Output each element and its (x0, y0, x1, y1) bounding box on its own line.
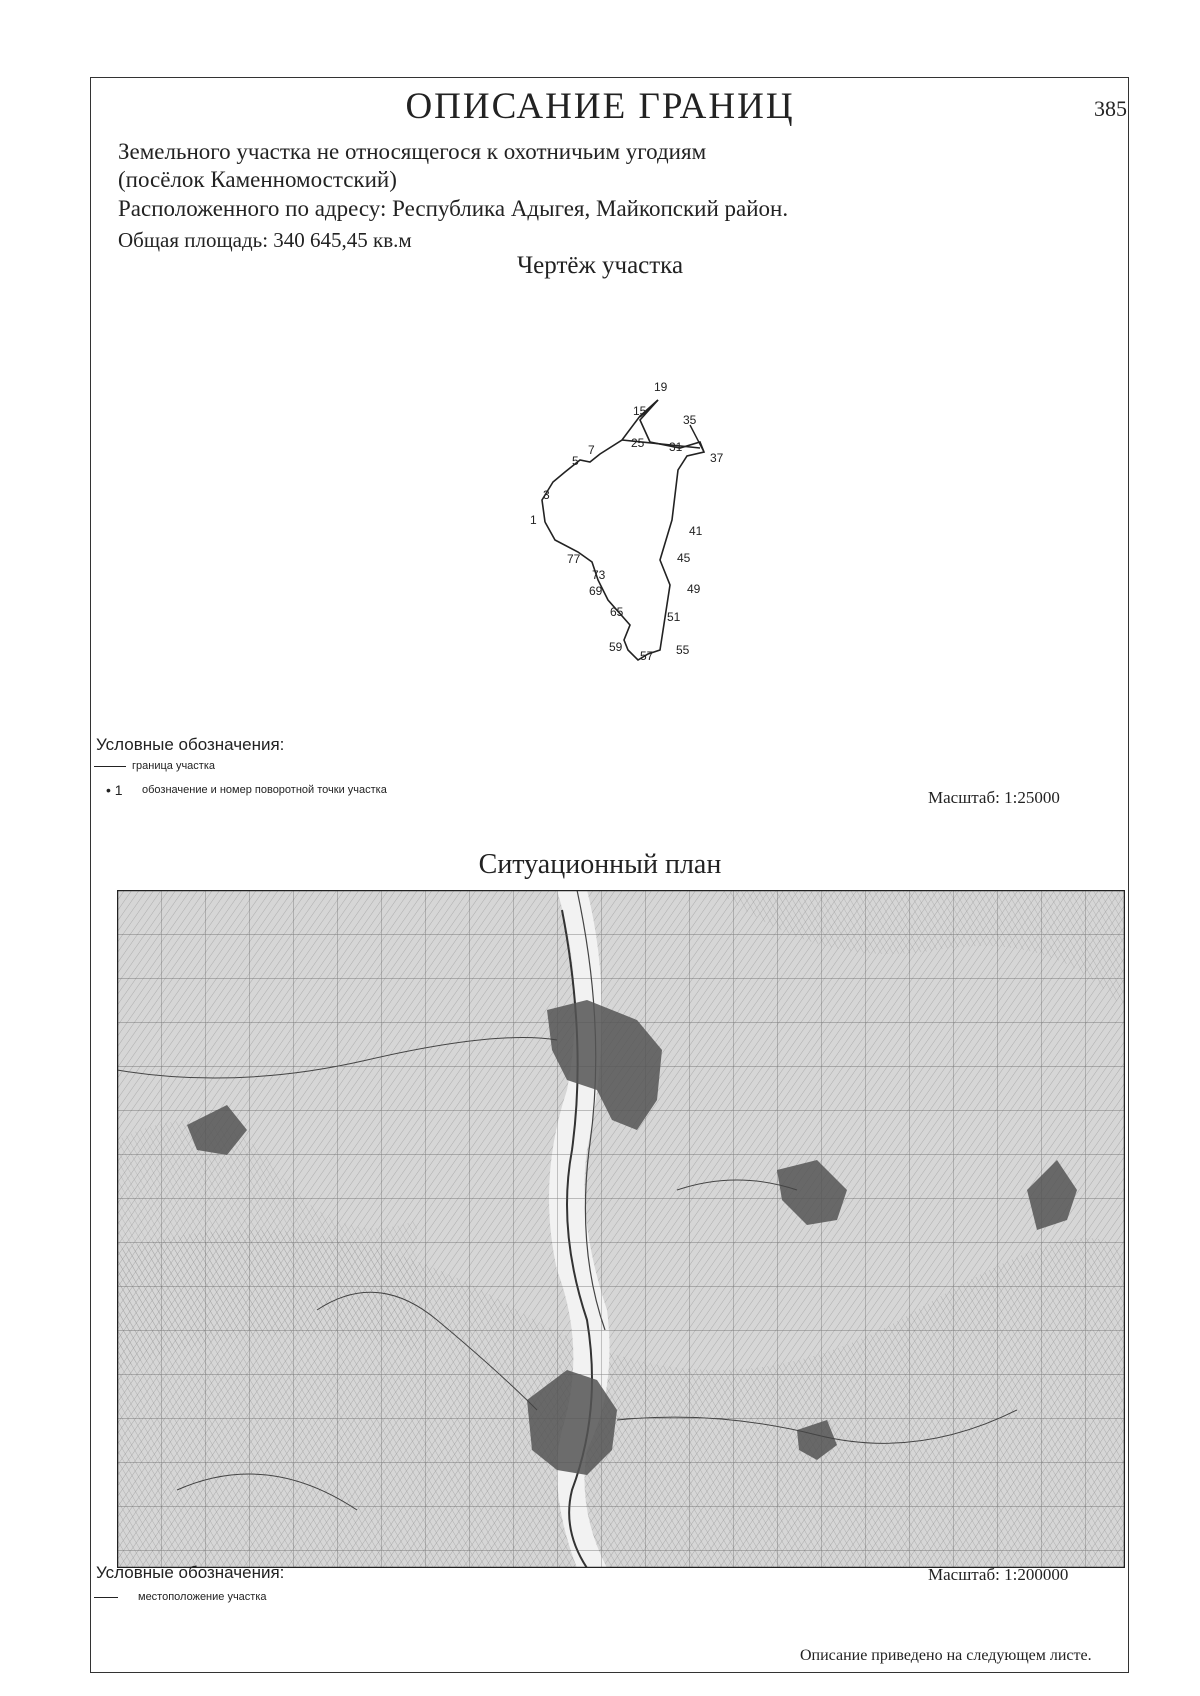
point-label-31: 31 (669, 440, 683, 454)
info-area: Общая площадь: 340 645,45 кв.м (118, 228, 412, 252)
point-label-35: 35 (683, 413, 697, 427)
boundary-line-sample (94, 766, 126, 767)
legend-location (94, 1591, 267, 1603)
legend-heading: Условные обозначения: (96, 735, 285, 754)
point-label-3: 3 (543, 488, 550, 502)
page-number: 385 (1094, 96, 1127, 121)
drawing-title: Чертёж участка (516, 252, 684, 279)
legend-point-label: обозначение и номер поворотной точки участка (142, 784, 387, 796)
point-label-77: 77 (567, 552, 581, 566)
point-label-73: 73 (592, 568, 606, 582)
legend-point-symbol: • 1 (106, 782, 123, 798)
point-label-19: 19 (654, 380, 668, 394)
location-line-sample (94, 1597, 118, 1598)
point-label-69: 69 (589, 584, 603, 598)
legend-point (106, 782, 387, 798)
point-label-65: 65 (610, 605, 624, 619)
scale-label-drawing: Масштаб: 1:25000 (928, 788, 1060, 807)
plot-drawing (0, 0, 1200, 700)
situation-title: Ситуационный план (478, 849, 722, 880)
footer-note: Описание приведено на следующем листе. (800, 1647, 1092, 1664)
point-label-37: 37 (710, 451, 724, 465)
point-label-15: 15 (633, 404, 647, 418)
legend-boundary (94, 760, 215, 772)
point-label-5: 5 (572, 454, 579, 468)
info-line-1: Земельного участка не относящегося к охотничьим угодиям (118, 139, 707, 164)
situation-map (117, 890, 1125, 1568)
point-label-7: 7 (588, 443, 595, 457)
point-label-51: 51 (667, 610, 681, 624)
point-label-49: 49 (687, 582, 701, 596)
scale-label-situation: Масштаб: 1:200000 (928, 1565, 1069, 1584)
point-label-59: 59 (609, 640, 623, 654)
legend-boundary-label: граница участка (132, 760, 215, 772)
legend-location-label: местоположение участка (138, 1591, 267, 1603)
point-label-45: 45 (677, 551, 691, 565)
point-label-55: 55 (676, 643, 690, 657)
page-title: ОПИСАНИЕ ГРАНИЦ (405, 86, 795, 127)
map-grid (117, 890, 1125, 1568)
info-line-2: (посёлок Каменномостский) (118, 167, 397, 192)
point-label-25: 25 (631, 436, 645, 450)
legend2-heading: Условные обозначения: (96, 1563, 285, 1582)
point-label-41: 41 (689, 524, 703, 538)
info-line-3: Расположенного по адресу: Республика Адыгея, Майкопский район. (118, 196, 789, 221)
point-label-57: 57 (640, 649, 654, 663)
point-label-1: 1 (530, 513, 537, 527)
